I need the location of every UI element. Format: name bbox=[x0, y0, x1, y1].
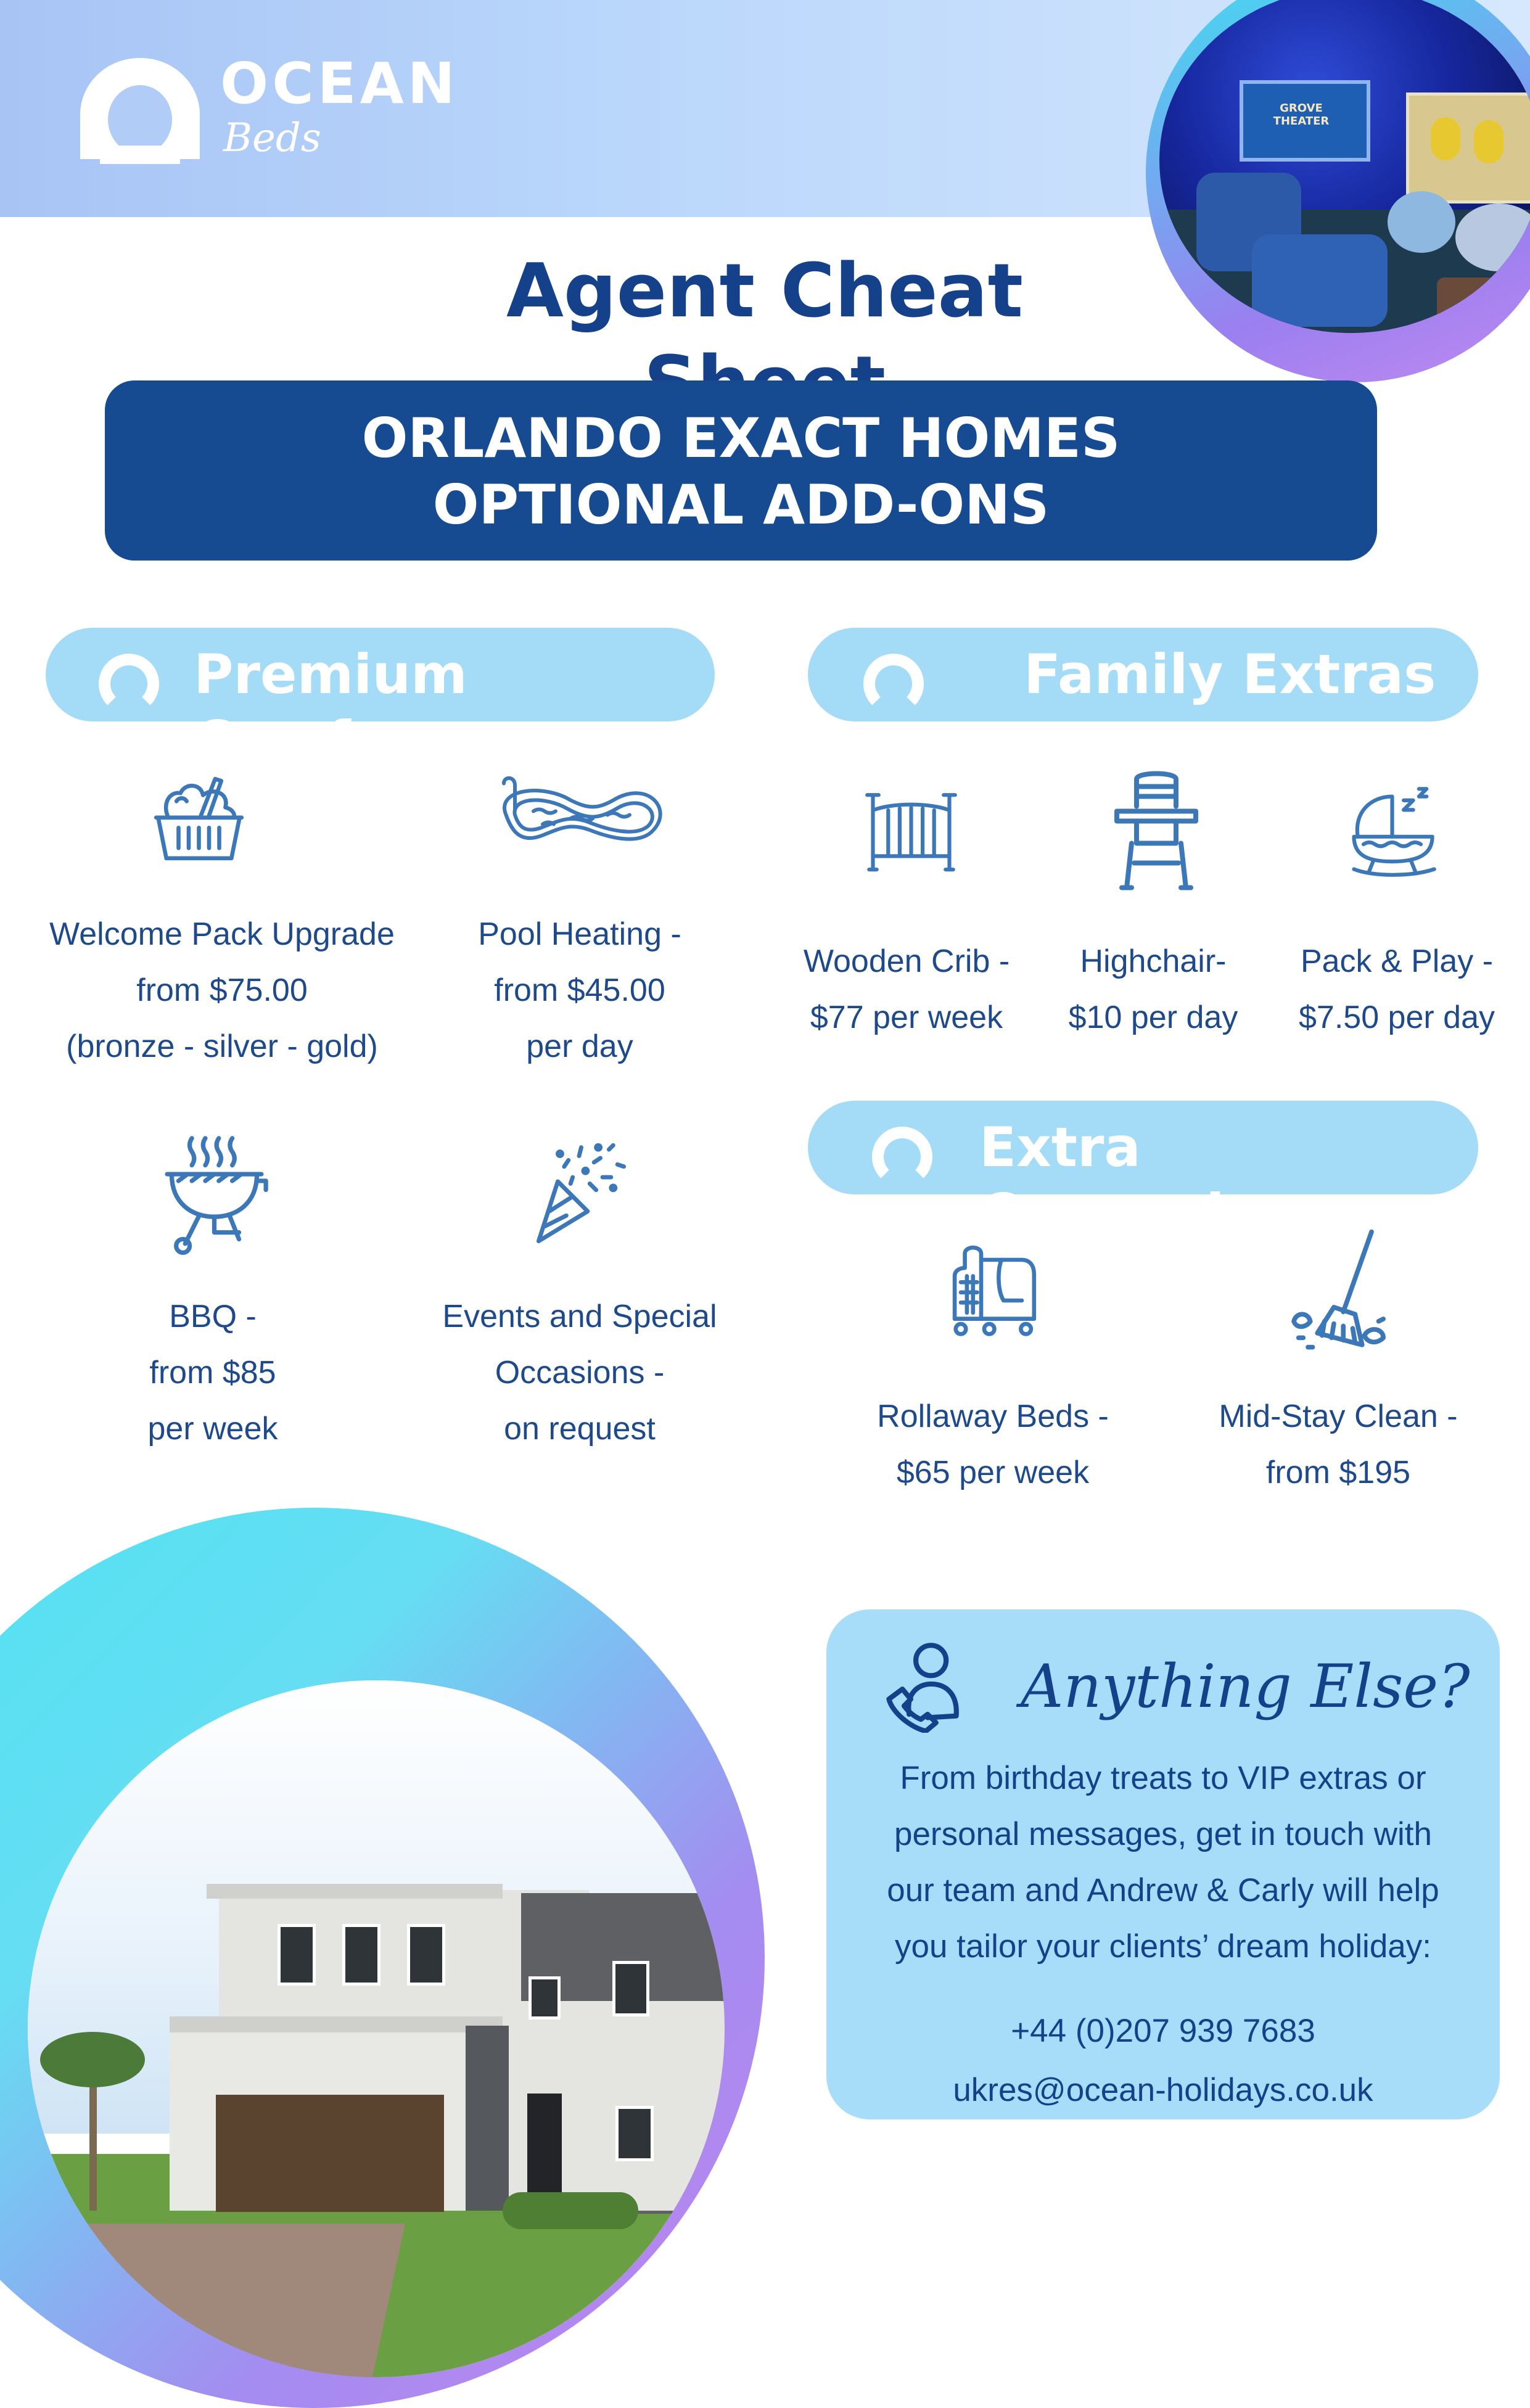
ocean-ring-icon bbox=[99, 654, 159, 714]
extra-convenience-header bbox=[808, 1101, 1478, 1246]
logo-wordmark: OCEAN bbox=[220, 51, 459, 117]
villa-photo-frame bbox=[0, 1508, 765, 2408]
section-heading: Premium Comfort bbox=[194, 643, 467, 773]
party-popper-icon bbox=[527, 1135, 635, 1252]
pool-heating-label: Pool Heating - from $45.00 per day bbox=[478, 916, 681, 1064]
rollaway-bed-icon bbox=[940, 1236, 1042, 1344]
family-extras-header bbox=[808, 628, 1478, 721]
contact-heading: Anything Else? bbox=[1021, 1652, 1470, 1721]
broom-icon bbox=[1286, 1227, 1394, 1357]
premium-comfort-header bbox=[46, 628, 715, 773]
rollaway-label: Rollaway Beds - $65 per week bbox=[877, 1399, 1109, 1490]
highchair-label: Highchair- $10 per day bbox=[1068, 943, 1238, 1035]
highchair-icon bbox=[1107, 768, 1206, 894]
bbq-grill-icon bbox=[157, 1132, 271, 1255]
pool-icon bbox=[487, 771, 672, 857]
contact-phone[interactable]: +44 (0)207 939 7683 bbox=[1011, 2013, 1315, 2049]
mid-stay-clean-label: Mid-Stay Clean - from $195 bbox=[1219, 1399, 1458, 1490]
ocean-ring-icon bbox=[863, 654, 924, 714]
section-heading: Family Extras bbox=[1024, 643, 1436, 706]
contact-body: From birthday treats to VIP extras or personal messages, get in touch with our team and Andrew & Carly will help you tailor your clients’ dream holiday: bbox=[887, 1760, 1439, 1965]
bassinet-icon bbox=[1344, 780, 1440, 882]
person-phone-icon bbox=[879, 1640, 966, 1733]
events-label: Events and Special Occasions - on request bbox=[442, 1299, 717, 1447]
section-heading: Extra Convenience bbox=[979, 1116, 1369, 1246]
title-banner bbox=[105, 380, 1377, 561]
crib-label: Wooden Crib - $77 per week bbox=[803, 943, 1010, 1035]
home-theater-photo bbox=[1146, 0, 1530, 382]
ocean-ring-icon bbox=[872, 1127, 932, 1187]
logo-mark-icon bbox=[75, 53, 205, 164]
ocean-logo bbox=[75, 51, 459, 170]
crib-icon bbox=[863, 780, 959, 879]
welcome-basket-icon bbox=[148, 765, 250, 866]
villa-photo bbox=[28, 1680, 725, 2377]
logo-subtitle: Beds bbox=[223, 115, 321, 161]
contact-box bbox=[826, 1609, 1500, 2119]
welcome-pack-label: Welcome Pack Upgrade from $75.00 (bronze - silver - gold) bbox=[49, 916, 395, 1064]
bbq-label: BBQ - from $85 per week bbox=[147, 1299, 278, 1447]
banner-line-2: OPTIONAL ADD-ONS bbox=[432, 473, 1050, 536]
contact-email[interactable]: ukres@ocean-holidays.co.uk bbox=[953, 2072, 1373, 2108]
banner-line-1: ORLANDO EXACT HOMES bbox=[361, 406, 1121, 470]
pack-play-label: Pack & Play - $7.50 per day bbox=[1298, 943, 1495, 1035]
page-title: Agent Cheat bbox=[506, 249, 1023, 334]
theater-sign: GROVE THEATER bbox=[1273, 102, 1330, 128]
